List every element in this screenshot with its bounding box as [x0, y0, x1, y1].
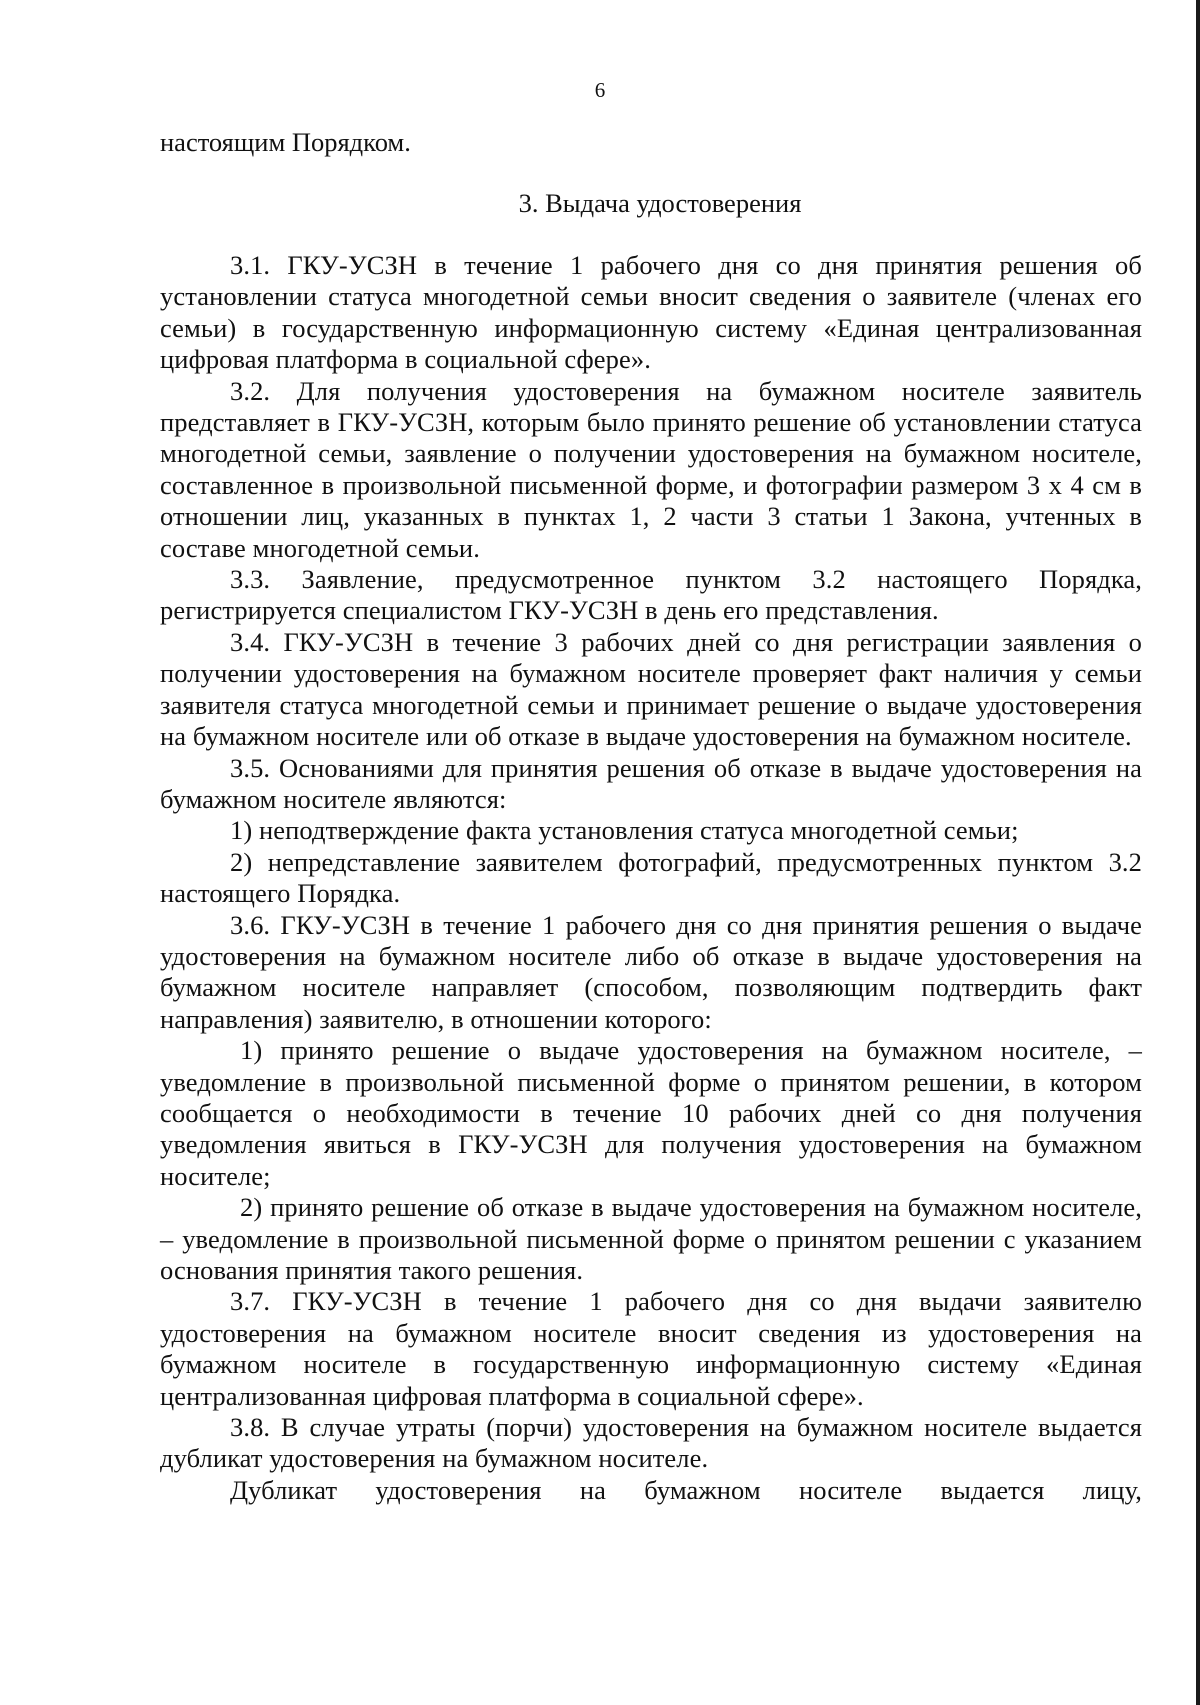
list-item-3-6-2: 2) принято решение об отказе в выдаче удостоверения на бумажном носителе, – уведомление в произвольной письменной форме о принятом решении с указанием основания принятия такого решения.: [160, 1192, 1142, 1285]
paragraph-3-6: 3.6. ГКУ-УСЗН в течение 1 рабочего дня со дня принятия решения о выдаче удостоверения на бумажном носителе либо об отказе в выдаче удостоверения на бумажном носителе направляет (способом, позволяющим подтвердить факт направления) заявителю, в отношении которого:: [160, 909, 1142, 1034]
page-number: 6: [594, 78, 606, 102]
intro-line: настоящим Порядком.: [160, 127, 411, 157]
paragraph-3-4: 3.4. ГКУ-УСЗН в течение 3 рабочих дней со дня регистрации заявления о получении удостоверения на бумажном носителе проверяет факт наличия у семьи заявителя статуса многодетной семьи и принимает решение о выдаче удостоверения на бумажном носителе или об отказе в выдаче удостоверения на бумажном носителе.: [160, 626, 1142, 752]
paragraph-3-7: 3.7. ГКУ-УСЗН в течение 1 рабочего дня со дня выдачи заявителю удостоверения на бумажном носителе вносит сведения из удостоверения на бумажном носителе в государственную информационную систему «Единая централизованная цифровая платформа в социальной сфере».: [160, 1286, 1142, 1411]
list-item-3-5-2: 2) непредставление заявителем фотографий, предусмотренных пунктом 3.2 настоящего Порядка.: [160, 846, 1142, 909]
paragraph-duplicate: Дубликат удостоверения на бумажном носителе выдается лицу,: [230, 1474, 1142, 1505]
scan-edge: [1196, 0, 1200, 1705]
paragraph-3-1: 3.1. ГКУ-УСЗН в течение 1 рабочего дня со дня принятия решения об установлении статуса многодетной семьи вносит сведения о заявителе (членах его семьи) в государственную информационную систему «Единая централизованная цифровая платформа в социальной сфере».: [160, 250, 1142, 375]
list-item-3-5-1: 1) неподтверждение факта установления статуса многодетной семьи;: [230, 815, 1019, 846]
list-item-3-6-1: 1) принято решение о выдаче удостоверения на бумажном носителе, – уведомление в произвольной письменной форме о принятом решении, в котором сообщается о необходимости в течение 10 рабочих дней со дня получения уведомления явиться в ГКУ-УСЗН для получения удостоверения на бумажном носителе;: [160, 1035, 1142, 1191]
paragraph-3-3: 3.3. Заявление, предусмотренное пунктом 3.2 настоящего Порядка, регистрируется специалистом ГКУ-УСЗН в день его представления.: [160, 564, 1142, 626]
paragraph-3-8: 3.8. В случае утраты (порчи) удостоверения на бумажном носителе выдается дубликат удостоверения на бумажном носителе.: [160, 1412, 1142, 1474]
section-heading: 3. Выдача удостоверения: [518, 188, 802, 218]
document-body: [160, 250, 1142, 1506]
paragraph-3-5: 3.5. Основаниями для принятия решения об отказе в выдаче удостоверения на бумажном носителе являются:: [160, 752, 1142, 814]
paragraph-3-2: 3.2. Для получения удостоверения на бумажном носителе заявитель представляет в ГКУ-УСЗН, которым было принято решение об установлении статуса многодетной семьи, заявление о получении удостоверения на бумажном носителе, составленное в произвольной письменной форме, и фотографии размером 3 х 4 см в отношении лиц, указанных в пунктах 1, 2 части 3 статьи 1 Закона, учтенных в составе многодетной семьи.: [160, 375, 1142, 563]
